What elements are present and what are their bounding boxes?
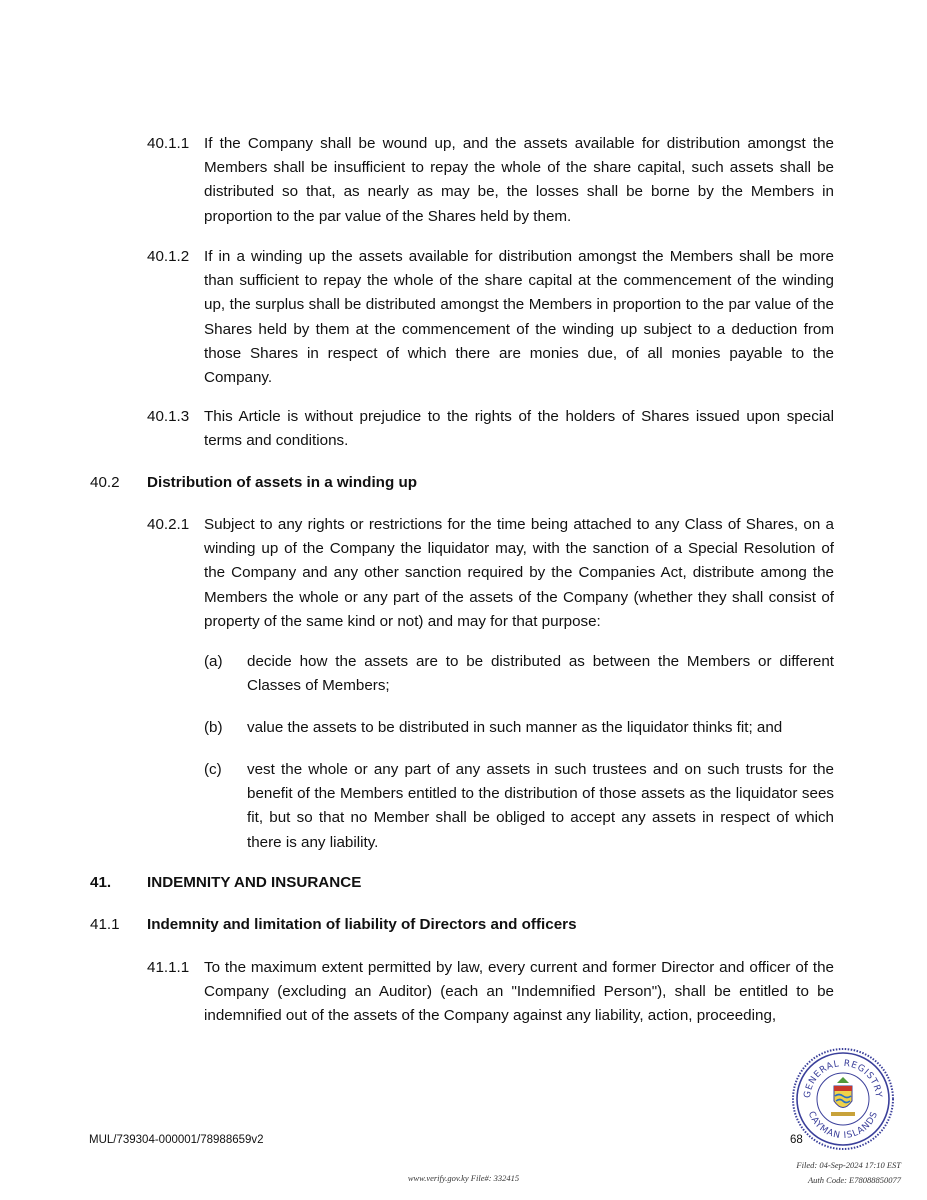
seal-top-text: GENERAL REGISTRY [802, 1058, 884, 1099]
clause-number: 40.1.2 [147, 248, 190, 265]
heading-number: 41. [90, 874, 112, 891]
clause-text: This Article is without prejudice to the rights of the holders of Shares issued upon special terms and conditions. [204, 408, 834, 450]
filed-date: Filed: 04-Sep-2024 17:10 EST [796, 1160, 901, 1170]
heading-number: 40.2 [90, 474, 120, 491]
heading-text: INDEMNITY AND INSURANCE [147, 874, 362, 891]
heading-number: 41.1 [90, 916, 120, 933]
heading-40-2 [90, 471, 834, 495]
subclause-text: decide how the assets are to be distributed as between the Members or different Classes of Members; [247, 653, 834, 695]
subclause-b [204, 716, 834, 740]
document-reference: MUL/739304-000001/78988659v2 [89, 1134, 264, 1146]
subclause-label: (a) [204, 653, 223, 670]
clause-40-1-2 [147, 245, 834, 390]
heading-41 [90, 871, 834, 895]
heading-41-1 [90, 913, 834, 937]
clause-text: To the maximum extent permitted by law, every current and former Director and officer of the Company (excluding an Auditor) (each an "Indemnified Person"), shall be entitled to be indemnified out of the assets of the Company against any liability, action, proceeding, [204, 959, 834, 1025]
subclause-label: (b) [204, 719, 223, 736]
subclause-a [204, 650, 834, 698]
subclause-label: (c) [204, 761, 222, 778]
auth-code: Auth Code: E78088850077 [807, 1175, 901, 1185]
clause-number: 40.1.3 [147, 408, 190, 425]
heading-text: Indemnity and limitation of liability of Directors and officers [147, 916, 577, 933]
coat-of-arms-icon [831, 1077, 855, 1116]
verification-link: www.verify.gov.ky File#: 332415 [407, 1173, 520, 1183]
clause-40-1-1 [147, 132, 834, 229]
clause-40-2-1 [147, 513, 834, 634]
clause-text: If in a winding up the assets available for distribution amongst the Members shall be more than sufficient to repay the whole of the share capital at the commencement of the winding up, the surplus shall be distributed amongst the Members in proportion to the par value of the Shares held by them at the commencement of the winding up subject to a deduction from those Shares in respect of which there are monies due, of all monies payable to the Company. [204, 248, 834, 387]
clause-41-1-1 [147, 956, 834, 1029]
clause-text: If the Company shall be wound up, and the assets available for distribution amongst the Members shall be insufficient to repay the whole of the share capital, such assets shall be distributed so that, as nearly as may be, the losses shall be borne by the Members in proportion to the par value of the Shares held by them. [204, 135, 834, 225]
seal-bottom-text: CAYMAN ISLANDS [805, 1110, 881, 1142]
clause-number: 41.1.1 [147, 959, 190, 976]
clause-40-1-3 [147, 405, 834, 453]
general-registry-seal [790, 1046, 896, 1152]
subclause-c [204, 758, 834, 855]
clause-text: Subject to any rights or restrictions for the time being attached to any Class of Shares, on a winding up of the Company the liquidator may, with the sanction of a Special Resolution of the Company and any other sanction required by the Companies Act, distribute among the Members the whole or any part of the assets of the Company (whether they shall consist of property of the same kind or not) and may for that purpose: [204, 516, 834, 630]
subclause-text: value the assets to be distributed in such manner as the liquidator thinks fit; and [247, 719, 783, 736]
heading-text: Distribution of assets in a winding up [147, 474, 418, 491]
page-number: 68 [790, 1134, 803, 1146]
clause-number: 40.2.1 [147, 516, 190, 533]
clause-number: 40.1.1 [147, 135, 190, 152]
subclause-text: vest the whole or any part of any assets in such trustees and on such trusts for the benefit of the Members entitled to the distribution of those assets as the liquidator sees fit, but so that no Member shall be obliged to accept any assets in respect of which there is any liability. [247, 761, 834, 851]
